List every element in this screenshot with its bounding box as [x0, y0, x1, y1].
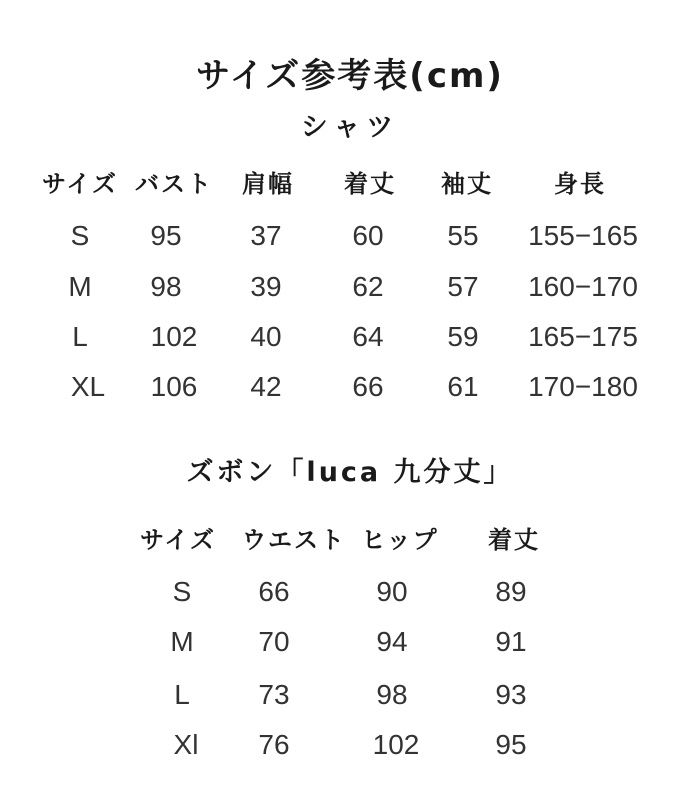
pants-hip-cell: 102 [372, 729, 420, 760]
pants-size-cell: S [172, 576, 192, 607]
pants-hip-cell: 90 [376, 576, 408, 607]
shirt-sleeve-cell: 61 [447, 371, 479, 402]
shirt-length-cell: 66 [352, 371, 384, 402]
shirt-sleeve-cell: 57 [447, 271, 479, 302]
table-row [0, 267, 700, 307]
shirt-length-cell: 64 [352, 321, 384, 352]
table-row [0, 725, 700, 765]
pants-col-hip: ヒップ [361, 526, 439, 554]
shirt-height-cell: 165−175 [528, 321, 638, 352]
page-title: サイズ参考表(cm) [196, 56, 504, 96]
pants-length-cell: 93 [495, 679, 527, 710]
pants-hip-cell: 94 [376, 626, 408, 657]
table-row [0, 317, 700, 357]
shirt-shoulder-cell: 37 [250, 220, 282, 251]
shirt-length-cell: 62 [352, 271, 384, 302]
shirt-bust-cell: 98 [150, 271, 182, 302]
pants-waist-cell: 76 [258, 729, 290, 760]
pants-col-length: 着丈 [488, 526, 540, 554]
pants-size-cell: Xl [173, 729, 199, 760]
shirt-shoulder-cell: 39 [250, 271, 282, 302]
shirt-col-height: 身長 [554, 170, 606, 198]
shirt-shoulder-cell: 40 [250, 321, 282, 352]
pants-col-size: サイズ [139, 526, 217, 554]
shirt-col-length: 着丈 [344, 170, 396, 198]
pants-length-cell: 89 [495, 576, 527, 607]
pants-length-cell: 95 [495, 729, 527, 760]
shirt-bust-cell: 102 [150, 321, 198, 352]
shirt-bust-cell: 95 [150, 220, 182, 251]
shirt-height-cell: 155−165 [528, 220, 638, 251]
shirt-bust-cell: 106 [150, 371, 198, 402]
shirt-size-cell: S [70, 220, 90, 251]
table-row [0, 675, 700, 715]
shirt-size-cell: M [68, 271, 92, 302]
shirt-shoulder-cell: 42 [250, 371, 282, 402]
shirt-size-cell: L [72, 321, 88, 352]
shirt-height-cell: 170−180 [528, 371, 638, 402]
shirt-heading: シャツ [300, 112, 400, 143]
shirt-col-shoulder: 肩幅 [242, 170, 294, 198]
shirt-length-cell: 60 [352, 220, 384, 251]
pants-header-row [0, 520, 700, 560]
table-row [0, 622, 700, 662]
pants-size-cell: L [174, 679, 190, 710]
shirt-col-size: サイズ [41, 170, 119, 198]
pants-length-cell: 91 [495, 626, 527, 657]
shirt-header-row [0, 164, 700, 204]
pants-hip-cell: 98 [376, 679, 408, 710]
pants-waist-cell: 73 [258, 679, 290, 710]
shirt-sleeve-cell: 55 [447, 220, 479, 251]
shirt-col-sleeve: 袖丈 [441, 170, 493, 198]
pants-col-waist: ウエスト [242, 526, 346, 554]
pants-waist-cell: 66 [258, 576, 290, 607]
pants-heading: ズボン「luca 九分丈」 [186, 457, 514, 488]
pants-waist-cell: 70 [258, 626, 290, 657]
shirt-size-cell: XL [70, 371, 106, 402]
shirt-sleeve-cell: 59 [447, 321, 479, 352]
shirt-height-cell: 160−170 [528, 271, 638, 302]
pants-size-cell: M [170, 626, 194, 657]
table-row [0, 216, 700, 256]
table-row [0, 572, 700, 612]
shirt-col-bust: バスト [135, 170, 213, 198]
table-row [0, 367, 700, 407]
